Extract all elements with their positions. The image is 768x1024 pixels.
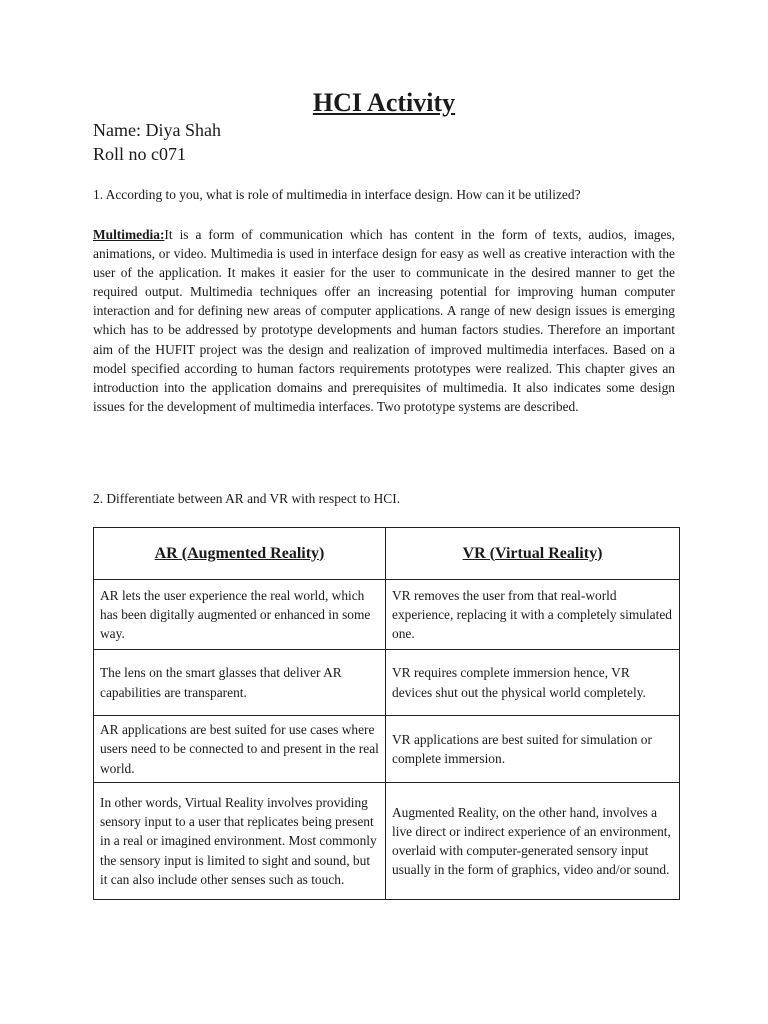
header-vr: VR (Virtual Reality) bbox=[386, 528, 680, 580]
table-row bbox=[94, 650, 680, 716]
table-cell-ar: AR lets the user experience the real world, which has been digitally augmented or enhanced in some way. bbox=[94, 580, 386, 650]
answer-1-text: It is a form of communication which has content in the form of texts, audios, images, animations, or video. Multimedia is used in interface design for easy as well as creative interaction with the user of the application. It makes it easier for the user to communicate in the desired manner to get the required output. Multimedia techniques offer an increasing potential for improving human computer interaction and for defining new areas of computer applications. A range of new design issues is emerging which has to be addressed by prototype developments and human factors studies. Therefore an important aim of the HUFIT project was the design and realization of improved multimedia interfaces. Based on a model specified according to human factors requirements prototypes were realized. This chapter gives an introduction into the application domains and prerequisites of multimedia. It also indicates some design issues for the development of multimedia interfaces. Two prototype systems are described. bbox=[93, 227, 675, 414]
table-cell-vr: Augmented Reality, on the other hand, involves a live direct or indirect experience of an environment, overlaid with computer-generated sensory input usually in the form of graphics, video and/or sound. bbox=[386, 783, 680, 900]
table-cell-vr: VR requires complete immersion hence, VR devices shut out the physical world completely. bbox=[386, 650, 680, 716]
answer-1-paragraph bbox=[93, 225, 675, 416]
student-name: Name: Diya Shah bbox=[93, 120, 221, 140]
table-row bbox=[94, 783, 680, 900]
answer-1-term: Multimedia: bbox=[93, 227, 165, 242]
table-row bbox=[94, 580, 680, 650]
table-cell-ar: The lens on the smart glasses that deliver AR capabilities are transparent. bbox=[94, 650, 386, 716]
question-2: 2. Differentiate between AR and VR with respect to HCI. bbox=[93, 491, 401, 506]
page-title: HCI Activity bbox=[312, 88, 456, 117]
table-cell-ar: AR applications are best suited for use cases where users need to be connected to and present in the real world. bbox=[94, 716, 386, 783]
table-cell-vr: VR applications are best suited for simulation or complete immersion. bbox=[386, 716, 680, 783]
header-ar: AR (Augmented Reality) bbox=[94, 528, 386, 580]
table-row bbox=[94, 716, 680, 783]
table-header-row bbox=[94, 528, 680, 580]
roll-number: Roll no c071 bbox=[93, 144, 186, 164]
question-1: 1. According to you, what is role of multimedia in interface design. How can it be utilized? bbox=[93, 187, 581, 202]
table-cell-vr: VR removes the user from that real-world experience, replacing it with a completely simulated one. bbox=[386, 580, 680, 650]
ar-vr-comparison-table bbox=[93, 527, 680, 900]
table-cell-ar: In other words, Virtual Reality involves providing sensory input to a user that replicates being present in a real or imagined environment. Most commonly the sensory input is limited to sight and sound, but it can also include other senses such as touch. bbox=[94, 783, 386, 900]
